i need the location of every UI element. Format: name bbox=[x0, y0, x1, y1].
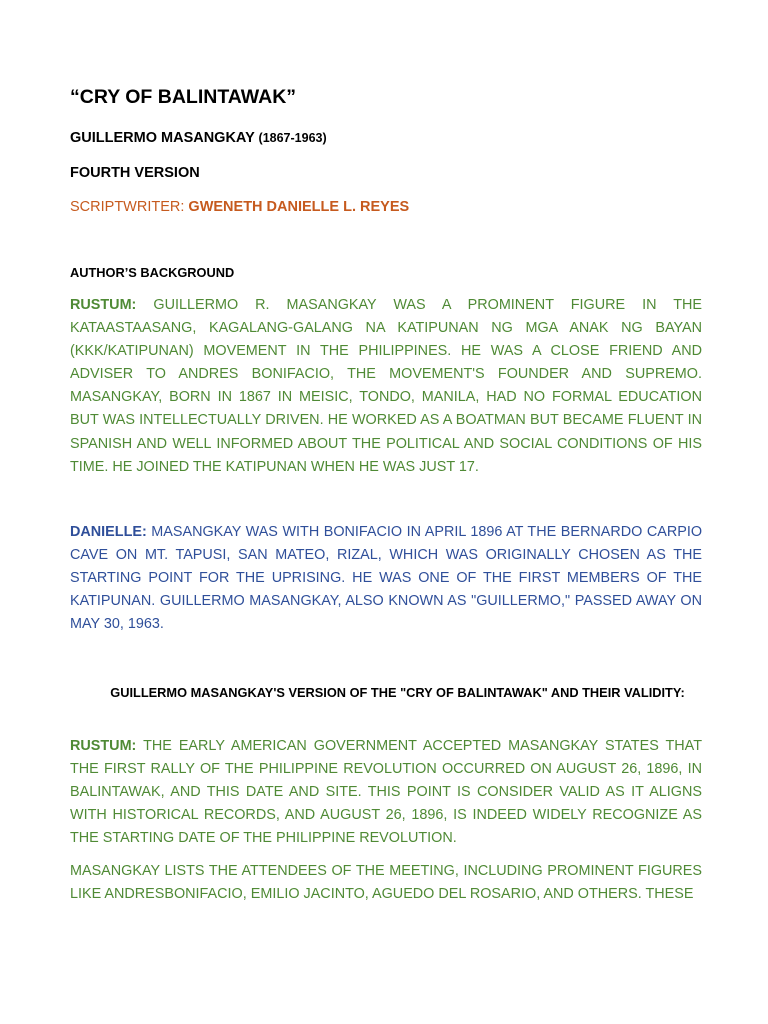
scriptwriter-label: SCRIPTWRITER: bbox=[70, 199, 185, 215]
version-label: FOURTH VERSION bbox=[70, 165, 200, 181]
paragraph-text: MASANGKAY WAS WITH BONIFACIO IN APRIL 1896 AT THE BERNARDO CARPIO CAVE ON MT. TAPUSI, SAN MATEO, RIZAL, WHICH WAS ORIGINALLY CHOSEN AS THE STARTING POINT FOR THE UPRISING. HE WAS ONE OF THE FIRST MEMBERS OF THE KATIPUNAN. GUILLERMO MASANGKAY, ALSO KNOWN AS "GUILLERMO," PASSED AWAY ON MAY 30, 1963. bbox=[70, 524, 703, 633]
speaker-label: RUSTUM: bbox=[70, 738, 137, 754]
subject-name: GUILLERMO MASANGKAY bbox=[70, 130, 255, 146]
paragraph-rustum-background bbox=[70, 294, 702, 479]
paragraph-danielle-background bbox=[70, 521, 702, 636]
paragraph-text: GUILLERMO R. MASANGKAY WAS A PROMINENT FIGURE IN THE KATAASTAASANG, KAGALANG-GALANG NA KATIPUNAN NG MGA ANAK NG BAYAN (KKK/KATIPUNAN) MOVEMENT IN THE PHILIPPINES. HE WAS A CLOSE FRIEND AND ADVISER TO ANDRES BONIFACIO, THE MOVEMENT'S FOUNDER AND SUPREMO. MASANGKAY, BORN IN 1867 IN MEISIC, TONDO, MANILA, HAD NO FORMAL EDUCATION BUT WAS INTELLECTUALLY DRIVEN. HE WORKED AS A BOATMAN BUT BECAME FLUENT IN SPANISH AND WELL INFORMED ABOUT THE POLITICAL AND SOCIAL CONDITIONS OF HIS TIME. HE JOINED THE KATIPUNAN WHEN HE WAS JUST 17. bbox=[70, 297, 703, 475]
speaker-label: DANIELLE: bbox=[70, 524, 147, 540]
paragraph-attendees bbox=[70, 860, 702, 906]
subject-dates: (1867-1963) bbox=[258, 131, 327, 145]
paragraph-rustum-validity bbox=[70, 735, 702, 850]
scriptwriter-name: GWENETH DANIELLE L. REYES bbox=[188, 199, 410, 215]
paragraph-text: THE EARLY AMERICAN GOVERNMENT ACCEPTED MASANGKAY STATES THAT THE FIRST RALLY OF THE PHILIPPINE REVOLUTION OCCURRED ON AUGUST 26, 1896, IN BALINTAWAK, AND THIS DATE AND SITE. THIS POINT IS CONSIDER VALID AS IT ALIGNS WITH HISTORICAL RECORDS, AND AUGUST 26, 1896, IS INDEED WIDELY RECOGNIZE AS THE STARTING DATE OF THE PHILIPPINE REVOLUTION. bbox=[70, 738, 702, 847]
subject-line bbox=[70, 130, 327, 146]
scriptwriter-line bbox=[70, 199, 409, 215]
speaker-label: RUSTUM: bbox=[70, 297, 137, 313]
background-heading: AUTHOR’S BACKGROUND bbox=[70, 265, 235, 280]
document-title: “CRY OF BALINTAWAK” bbox=[70, 86, 297, 108]
version-validity-heading: GUILLERMO MASANGKAY'S VERSION OF THE "CRY OF BALINTAWAK" AND THEIR VALIDITY: bbox=[110, 685, 685, 700]
paragraph-text: MASANGKAY LISTS THE ATTENDEES OF THE MEETING, INCLUDING PROMINENT FIGURES LIKE ANDRESBONIFACIO, EMILIO JACINTO, AGUEDO DEL ROSARIO, AND OTHERS. THESE bbox=[70, 863, 702, 903]
